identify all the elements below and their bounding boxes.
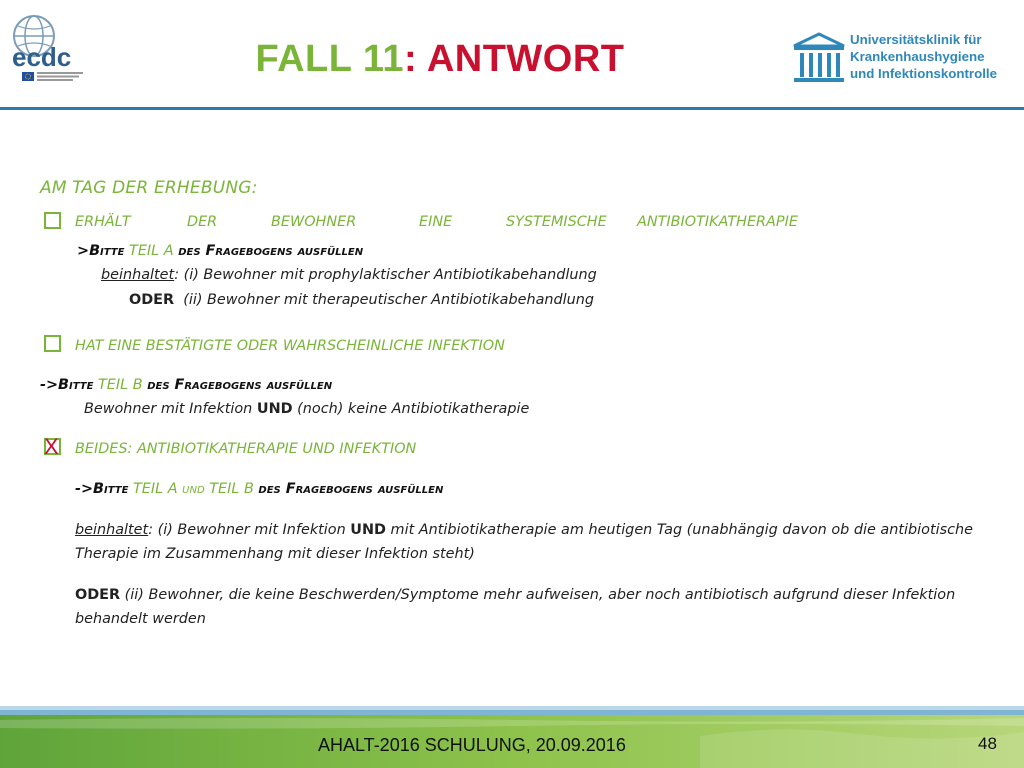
option-3-includes: beinhaltet: (i) Bewohner mit Infektion UND mit Antibiotikatherapie am heutigen Tag (unabhängig davon ob die antibiotische: [75, 522, 973, 538]
university-line-2: Krankenhaushygiene: [850, 49, 985, 64]
option-1-word: ANTIBIOTIKATHERAPIE: [637, 214, 798, 230]
option-3-label: BEIDES: ANTIBIOTIKATHERAPIE UND INFEKTION: [75, 441, 417, 457]
content-heading: AM TAG DER ERHEBUNG:: [40, 178, 258, 198]
option-1-word: ERHÄLT: [75, 214, 131, 230]
title-part-number: 11: [362, 38, 405, 80]
header-divider: [0, 107, 1024, 110]
option-2-description: Bewohner mit Infektion UND (noch) keine Antibiotikatherapie: [84, 401, 530, 417]
footer-text: AHALT-2016 SCHULUNG, 20.09.2016: [318, 735, 626, 755]
option-1-word: SYSTEMISCHE: [506, 214, 607, 230]
option-1-oder: ODER (ii) Bewohner mit therapeutischer Antibiotikabehandlung: [129, 292, 595, 308]
option-1-includes: beinhaltet: (i) Bewohner mit prophylaktischer Antibiotikabehandlung: [101, 267, 597, 283]
option-2-instruction: ->Bitte TEIL B des Fragebogens ausfüllen: [40, 377, 333, 393]
option-3-includes-line-2: Therapie im Zusammenhang mit dieser Infektion steht): [75, 546, 475, 562]
option-2-checkbox[interactable]: [44, 335, 61, 352]
university-line-3: und Infektionskontrolle: [850, 66, 998, 81]
title-part-fall: FALL: [255, 38, 363, 80]
title-part-antwort: : ANTWORT: [404, 38, 625, 80]
option-3-oder-line-2: behandelt werden: [75, 611, 206, 627]
slide-title: [0, 38, 880, 81]
option-1-word: EINE: [419, 214, 453, 230]
option-2-label: HAT EINE BESTÄTIGTE ODER WAHRSCHEINLICHE INFEKTION: [75, 338, 505, 354]
option-1-checkbox[interactable]: [44, 212, 61, 229]
option-3-instruction: ->Bitte TEIL A und TEIL B des Fragebogens ausfüllen: [75, 481, 444, 497]
option-3-oder: ODER (ii) Bewohner, die keine Beschwerden/Symptome mehr aufweisen, aber noch antibiotisch aufgrund dieser Infektion: [75, 587, 956, 603]
option-3-check-mark: X: [44, 434, 59, 459]
slide-header: [0, 0, 1024, 110]
university-line-1: Universitätsklinik für: [850, 32, 982, 47]
page-number: 48: [978, 734, 997, 753]
option-1-word: DER: [187, 214, 218, 230]
option-1-word: BEWOHNER: [271, 214, 357, 230]
university-name: [850, 31, 997, 82]
option-1-instruction: >Bitte TEIL A des Fragebogens ausfüllen: [77, 243, 364, 259]
svg-text:ecdc: ecdc: [12, 42, 72, 72]
